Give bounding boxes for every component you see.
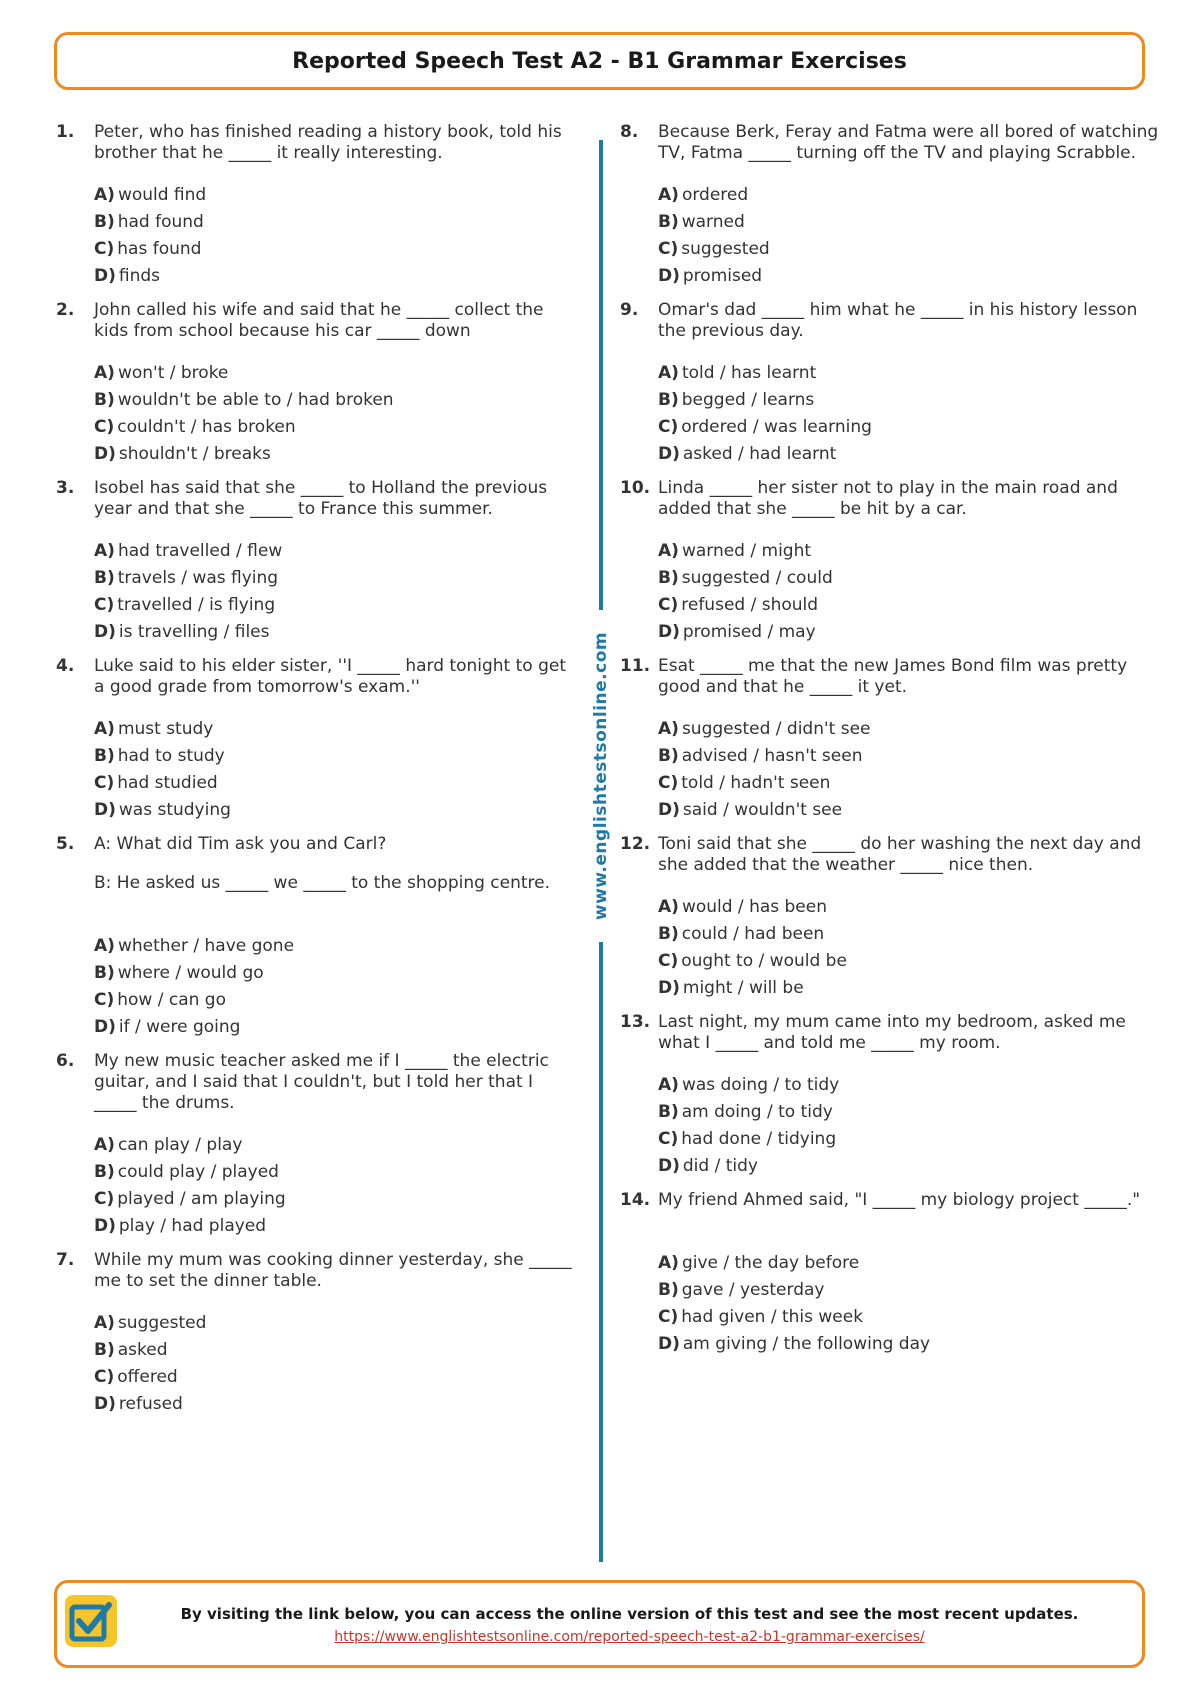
question-text: John called his wife and said that he _____ collect the kids from school because his car _____ down	[94, 300, 544, 341]
answer-option[interactable]	[658, 1304, 1160, 1331]
answer-option[interactable]	[658, 948, 1160, 975]
option-letter: A)	[658, 719, 679, 739]
option-letter: C)	[658, 1129, 679, 1149]
option-text: travelled / is flying	[117, 595, 276, 615]
option-letter: D)	[658, 800, 680, 820]
option-letter: B)	[658, 746, 679, 766]
answer-option[interactable]	[658, 1072, 1160, 1099]
option-letter: C)	[94, 1189, 115, 1209]
watermark-text: www.englishtestsonline.com	[591, 631, 611, 921]
option-text: promised	[682, 266, 763, 286]
question-13	[620, 1012, 1160, 1190]
question-number: 11.	[620, 656, 651, 676]
left-column	[56, 122, 576, 1428]
option-text: won't / broke	[117, 363, 229, 383]
option-text: finds	[118, 266, 161, 286]
question-10	[620, 478, 1160, 656]
answer-option[interactable]	[658, 770, 1160, 797]
answer-option[interactable]	[658, 894, 1160, 921]
option-letter: C)	[658, 951, 679, 971]
option-letter: A)	[658, 541, 679, 561]
option-text: could play / played	[117, 1162, 279, 1182]
answer-option[interactable]	[658, 209, 1160, 236]
option-letter: C)	[94, 773, 115, 793]
answer-option[interactable]	[658, 414, 1160, 441]
answer-options	[94, 716, 576, 834]
option-letter: C)	[658, 595, 679, 615]
option-text: am doing / to tidy	[681, 1102, 833, 1122]
option-letter: D)	[94, 444, 116, 464]
answer-option[interactable]	[94, 592, 576, 619]
answer-option[interactable]	[94, 619, 576, 646]
option-letter: D)	[658, 622, 680, 642]
option-letter: C)	[658, 773, 679, 793]
question-number: 4.	[56, 656, 75, 676]
answer-option[interactable]	[658, 441, 1160, 468]
option-text: how / can go	[117, 990, 226, 1010]
question-number: 8.	[620, 122, 639, 142]
answer-option[interactable]	[658, 592, 1160, 619]
option-letter: A)	[658, 185, 679, 205]
answer-option[interactable]	[94, 441, 576, 468]
option-text: told / hadn't seen	[681, 773, 831, 793]
question-text: My new music teacher asked me if I _____ the electric guitar, and I said that I couldn't, but I told her that I _____ the drums.	[94, 1051, 549, 1113]
option-letter: D)	[658, 266, 680, 286]
answer-option[interactable]	[94, 1186, 576, 1213]
answer-option[interactable]	[94, 1310, 576, 1337]
question-number: 9.	[620, 300, 639, 320]
question-number: 1.	[56, 122, 75, 142]
answer-option[interactable]	[658, 263, 1160, 290]
option-text: had travelled / flew	[117, 541, 283, 561]
answer-options	[658, 894, 1160, 1012]
answer-options	[94, 182, 576, 300]
option-text: warned / might	[681, 541, 812, 561]
option-letter: B)	[94, 390, 115, 410]
option-letter: A)	[94, 541, 115, 561]
option-letter: D)	[658, 444, 680, 464]
option-text: suggested	[117, 1313, 207, 1333]
answer-option[interactable]	[94, 414, 576, 441]
answer-option[interactable]	[658, 1099, 1160, 1126]
option-letter: D)	[94, 1394, 116, 1414]
answer-option[interactable]	[94, 538, 576, 565]
option-letter: A)	[658, 363, 679, 383]
answer-option[interactable]	[658, 797, 1160, 824]
question-text: Isobel has said that she _____ to Holland the previous year and that she _____ to France this summer.	[94, 478, 548, 519]
answer-options	[94, 933, 576, 1051]
option-letter: D)	[658, 978, 680, 998]
option-text: offered	[117, 1367, 178, 1387]
answer-option[interactable]	[94, 1213, 576, 1240]
answer-option[interactable]	[658, 1331, 1160, 1358]
answer-option[interactable]	[658, 538, 1160, 565]
option-text: wouldn't be able to / had broken	[117, 390, 394, 410]
option-letter: C)	[658, 417, 679, 437]
answer-option[interactable]	[94, 565, 576, 592]
option-text: suggested / could	[681, 568, 833, 588]
option-text: promised / may	[682, 622, 816, 642]
option-text: had to study	[117, 746, 225, 766]
option-letter: A)	[658, 1253, 679, 1273]
question-text: Omar's dad _____ him what he _____ in his history lesson the previous day.	[658, 300, 1138, 341]
answer-option[interactable]	[658, 1126, 1160, 1153]
question-3	[56, 478, 576, 656]
answer-option[interactable]	[94, 1364, 576, 1391]
question-number: 12.	[620, 834, 651, 854]
question-8	[620, 122, 1160, 300]
option-text: played / am playing	[117, 1189, 286, 1209]
question-number: 5.	[56, 834, 75, 854]
option-text: where / would go	[117, 963, 264, 983]
column-divider-top	[599, 140, 603, 610]
option-text: has found	[117, 239, 202, 259]
option-text: couldn't / has broken	[117, 417, 296, 437]
option-letter: B)	[658, 390, 679, 410]
question-number: 6.	[56, 1051, 75, 1071]
option-text: would / has been	[681, 897, 828, 917]
answer-option[interactable]	[658, 619, 1160, 646]
option-text: gave / yesterday	[681, 1280, 825, 1300]
option-text: am giving / the following day	[682, 1334, 931, 1354]
right-column	[620, 122, 1160, 1368]
option-text: can play / play	[117, 1135, 243, 1155]
question-text-line2: B: He asked us _____ we _____ to the shopping centre.	[94, 873, 551, 893]
question-number: 3.	[56, 478, 75, 498]
answer-options	[94, 1132, 576, 1250]
option-text: would find	[117, 185, 207, 205]
answer-option[interactable]	[94, 360, 576, 387]
option-letter: A)	[658, 897, 679, 917]
answer-option[interactable]	[94, 960, 576, 987]
option-text: did / tidy	[682, 1156, 758, 1176]
option-letter: D)	[94, 800, 116, 820]
answer-options	[94, 1310, 576, 1428]
option-text: if / were going	[118, 1017, 241, 1037]
answer-option[interactable]	[658, 1153, 1160, 1180]
answer-option[interactable]	[658, 182, 1160, 209]
answer-option[interactable]	[94, 1132, 576, 1159]
question-text: Linda _____ her sister not to play in the main road and added that she _____ be hit by a car.	[658, 478, 1118, 519]
answer-option[interactable]	[658, 1277, 1160, 1304]
option-letter: C)	[94, 595, 115, 615]
question-text: Peter, who has finished reading a history book, told his brother that he _____ it really interesting.	[94, 122, 562, 163]
option-text: asked / had learnt	[682, 444, 837, 464]
option-text: refused	[118, 1394, 183, 1414]
option-text: give / the day before	[681, 1253, 860, 1273]
footer-text: By visiting the link below, you can access the online version of this test and see the most recent updates.	[180, 1605, 1079, 1623]
answer-option[interactable]	[94, 387, 576, 414]
answer-option[interactable]	[658, 565, 1160, 592]
option-letter: A)	[94, 1135, 115, 1155]
question-number: 2.	[56, 300, 75, 320]
answer-option[interactable]	[94, 743, 576, 770]
option-text: was doing / to tidy	[681, 1075, 840, 1095]
option-text: had given / this week	[681, 1307, 864, 1327]
answer-options	[658, 716, 1160, 834]
option-text: asked	[117, 1340, 168, 1360]
option-letter: C)	[94, 239, 115, 259]
option-letter: B)	[94, 746, 115, 766]
question-text: Luke said to his elder sister, ''I _____ hard tonight to get a good grade from tomorrow's exam.''	[94, 656, 566, 697]
option-text: is travelling / files	[118, 622, 270, 642]
option-letter: B)	[94, 1162, 115, 1182]
option-letter: D)	[658, 1334, 680, 1354]
question-text: Last night, my mum came into my bedroom, asked me what I _____ and told me _____ my room.	[658, 1012, 1126, 1053]
question-text: Esat _____ me that the new James Bond film was pretty good and that he _____ it yet.	[658, 656, 1128, 697]
answer-option[interactable]	[94, 1337, 576, 1364]
option-letter: A)	[658, 1075, 679, 1095]
option-letter: B)	[658, 212, 679, 232]
option-letter: A)	[94, 936, 115, 956]
answer-option[interactable]	[94, 1014, 576, 1041]
answer-option[interactable]	[94, 182, 576, 209]
answer-option[interactable]	[658, 1250, 1160, 1277]
option-letter: A)	[94, 719, 115, 739]
option-text: had studied	[117, 773, 218, 793]
question-text: A: What did Tim ask you and Carl?	[94, 834, 387, 854]
option-letter: C)	[94, 1367, 115, 1387]
option-letter: D)	[94, 266, 116, 286]
page-title: Reported Speech Test A2 - B1 Grammar Exercises	[292, 48, 907, 74]
option-letter: B)	[658, 1102, 679, 1122]
option-text: travels / was flying	[117, 568, 279, 588]
title-box	[54, 32, 1145, 90]
question-number: 13.	[620, 1012, 651, 1032]
option-letter: D)	[94, 1216, 116, 1236]
answer-option[interactable]	[658, 387, 1160, 414]
answer-option[interactable]	[658, 236, 1160, 263]
answer-options	[658, 1250, 1160, 1368]
question-9	[620, 300, 1160, 478]
option-letter: B)	[658, 1280, 679, 1300]
question-number: 14.	[620, 1190, 651, 1210]
option-letter: A)	[94, 1313, 115, 1333]
option-text: advised / hasn't seen	[681, 746, 863, 766]
answer-option[interactable]	[658, 975, 1160, 1002]
question-text: While my mum was cooking dinner yesterday, she _____ me to set the dinner table.	[94, 1250, 572, 1291]
question-1	[56, 122, 576, 300]
option-text: refused / should	[681, 595, 819, 615]
option-letter: D)	[658, 1156, 680, 1176]
footer-box	[54, 1580, 1145, 1668]
option-text: shouldn't / breaks	[118, 444, 271, 464]
question-number: 10.	[620, 478, 651, 498]
option-text: was studying	[118, 800, 231, 820]
option-letter: C)	[658, 239, 679, 259]
answer-option[interactable]	[94, 1391, 576, 1418]
answer-option[interactable]	[94, 1159, 576, 1186]
option-letter: B)	[658, 568, 679, 588]
option-text: told / has learnt	[681, 363, 817, 383]
question-4	[56, 656, 576, 834]
question-text: Because Berk, Feray and Fatma were all bored of watching TV, Fatma _____ turning off the TV and playing Scrabble.	[658, 122, 1159, 163]
checkbox-icon	[65, 1595, 117, 1647]
question-11	[620, 656, 1160, 834]
answer-option[interactable]	[94, 236, 576, 263]
column-divider-bottom	[599, 942, 603, 1562]
answer-options	[658, 182, 1160, 300]
question-14	[620, 1190, 1160, 1368]
option-text: might / will be	[682, 978, 804, 998]
option-letter: D)	[94, 622, 116, 642]
answer-options	[94, 360, 576, 478]
answer-option[interactable]	[94, 797, 576, 824]
option-text: suggested	[681, 239, 770, 259]
option-letter: C)	[94, 990, 115, 1010]
option-text: must study	[117, 719, 214, 739]
option-text: suggested / didn't see	[681, 719, 871, 739]
answer-options	[658, 1072, 1160, 1190]
option-text: ordered / was learning	[681, 417, 872, 437]
question-2	[56, 300, 576, 478]
option-letter: C)	[94, 417, 115, 437]
answer-option[interactable]	[94, 209, 576, 236]
question-number: 7.	[56, 1250, 75, 1270]
option-text: said / wouldn't see	[682, 800, 843, 820]
answer-option[interactable]	[658, 360, 1160, 387]
option-text: warned	[681, 212, 745, 232]
option-letter: B)	[94, 212, 115, 232]
option-letter: B)	[94, 568, 115, 588]
question-text: Toni said that she _____ do her washing the next day and she added that the weather _____ nice then.	[658, 834, 1142, 875]
answer-option[interactable]	[658, 921, 1160, 948]
option-letter: A)	[94, 185, 115, 205]
footer-link[interactable]: https://www.englishtestsonline.com/reported-speech-test-a2-b1-grammar-exercises/	[334, 1629, 925, 1645]
answer-options	[658, 360, 1160, 478]
answer-option[interactable]	[94, 933, 576, 960]
option-text: play / had played	[118, 1216, 267, 1236]
option-letter: A)	[94, 363, 115, 383]
option-letter: B)	[94, 963, 115, 983]
question-7	[56, 1250, 576, 1428]
answer-options	[658, 538, 1160, 656]
answer-option[interactable]	[94, 770, 576, 797]
option-text: had done / tidying	[681, 1129, 837, 1149]
answer-option[interactable]	[658, 743, 1160, 770]
option-letter: B)	[658, 924, 679, 944]
answer-option[interactable]	[94, 263, 576, 290]
option-text: had found	[117, 212, 204, 232]
question-12	[620, 834, 1160, 1012]
answer-options	[94, 538, 576, 656]
answer-option[interactable]	[658, 716, 1160, 743]
answer-option[interactable]	[94, 716, 576, 743]
question-text: My friend Ahmed said, "I _____ my biology project _____."	[658, 1190, 1141, 1210]
question-5	[56, 834, 576, 1051]
option-text: whether / have gone	[117, 936, 295, 956]
question-6	[56, 1051, 576, 1250]
option-text: begged / learns	[681, 390, 815, 410]
option-letter: C)	[658, 1307, 679, 1327]
option-letter: B)	[94, 1340, 115, 1360]
option-letter: D)	[94, 1017, 116, 1037]
option-text: could / had been	[681, 924, 825, 944]
option-text: ordered	[681, 185, 749, 205]
answer-option[interactable]	[94, 987, 576, 1014]
option-text: ought to / would be	[681, 951, 847, 971]
